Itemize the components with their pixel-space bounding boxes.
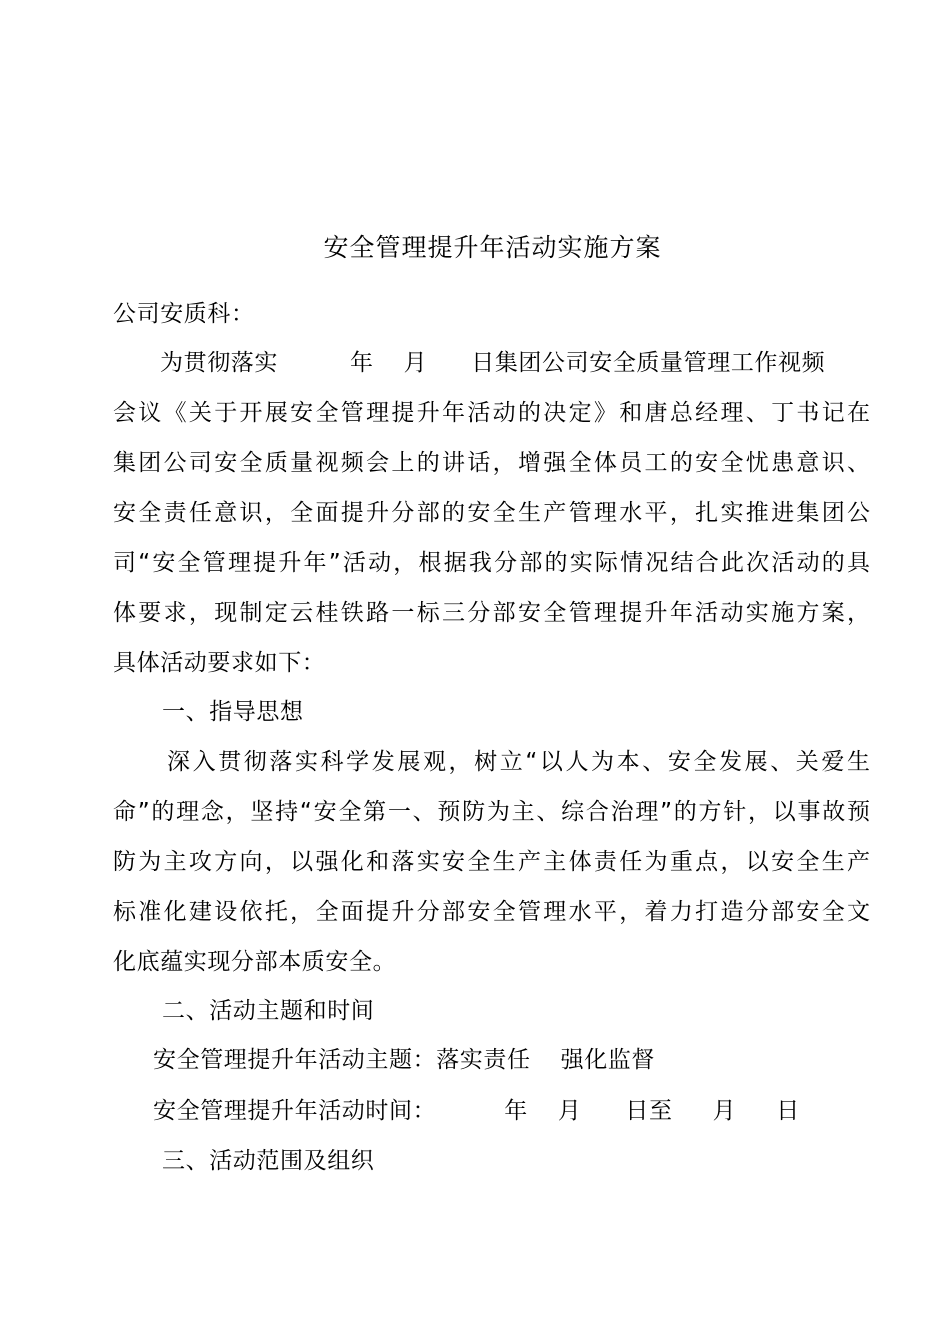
section-2-theme	[153, 1042, 655, 1078]
intro-line-1	[160, 345, 825, 381]
section-1-heading: 一、指导思想	[162, 699, 304, 725]
section-1-line-3: 防为主攻方向，以强化和落实安全生产主体责任为重点，以安全生产	[113, 849, 870, 875]
section-2-time-month-2: 月	[712, 1098, 737, 1124]
section-2-heading: 二、活动主题和时间	[162, 998, 375, 1024]
section-3-heading: 三、活动范围及组织	[162, 1148, 375, 1174]
section-1-line-4: 标准化建设依托，全面提升分部安全管理水平，着力打造分部安全文	[113, 899, 870, 925]
section-1-line-1: 深入贯彻落实科学发展观，树立“以人为本、安全发展、关爱生	[167, 749, 870, 775]
section-2-time	[153, 1093, 800, 1129]
intro-line-3: 集团公司安全质量视频会上的讲话，增强全体员工的安全忧患意识、	[113, 450, 870, 476]
document-title: 安全管理提升年活动实施方案	[323, 233, 662, 262]
section-2-theme-label: 安全管理提升年活动主题：落实责任	[153, 1047, 531, 1073]
section-2-time-month: 月	[557, 1098, 582, 1124]
section-1-line-2: 命”的理念，坚持“安全第一、预防为主、综合治理”的方针，以事故预	[113, 799, 870, 825]
intro-line-1-a: 为贯彻落实	[160, 350, 278, 376]
intro-line-2: 会议《关于开展安全管理提升年活动的决定》和唐总经理、丁书记在	[113, 400, 870, 426]
section-2-time-day-2: 日	[776, 1098, 800, 1124]
intro-line-1-year: 年	[350, 350, 374, 376]
section-2-time-year: 年	[504, 1098, 528, 1124]
intro-line-1-d: 日集团公司安全质量管理工作视频	[471, 350, 826, 376]
section-1-line-5: 化底蕴实现分部本质安全。	[113, 949, 397, 975]
section-2-theme-value: 强化监督	[560, 1047, 656, 1073]
intro-line-4: 安全责任意识，全面提升分部的安全生产管理水平，扎实推进集团公	[113, 500, 870, 526]
intro-line-6: 体要求，现制定云桂铁路一标三分部安全管理提升年活动实施方案，	[113, 600, 870, 626]
addressee: 公司安质科：	[113, 301, 255, 327]
intro-line-1-month: 月	[403, 350, 428, 376]
section-2-time-label: 安全管理提升年活动时间：	[153, 1098, 437, 1124]
intro-line-5: 司“安全管理提升年”活动，根据我分部的实际情况结合此次活动的具	[113, 550, 870, 576]
section-2-time-day-to: 日至	[625, 1098, 673, 1124]
intro-line-7: 具体活动要求如下：	[113, 650, 326, 676]
